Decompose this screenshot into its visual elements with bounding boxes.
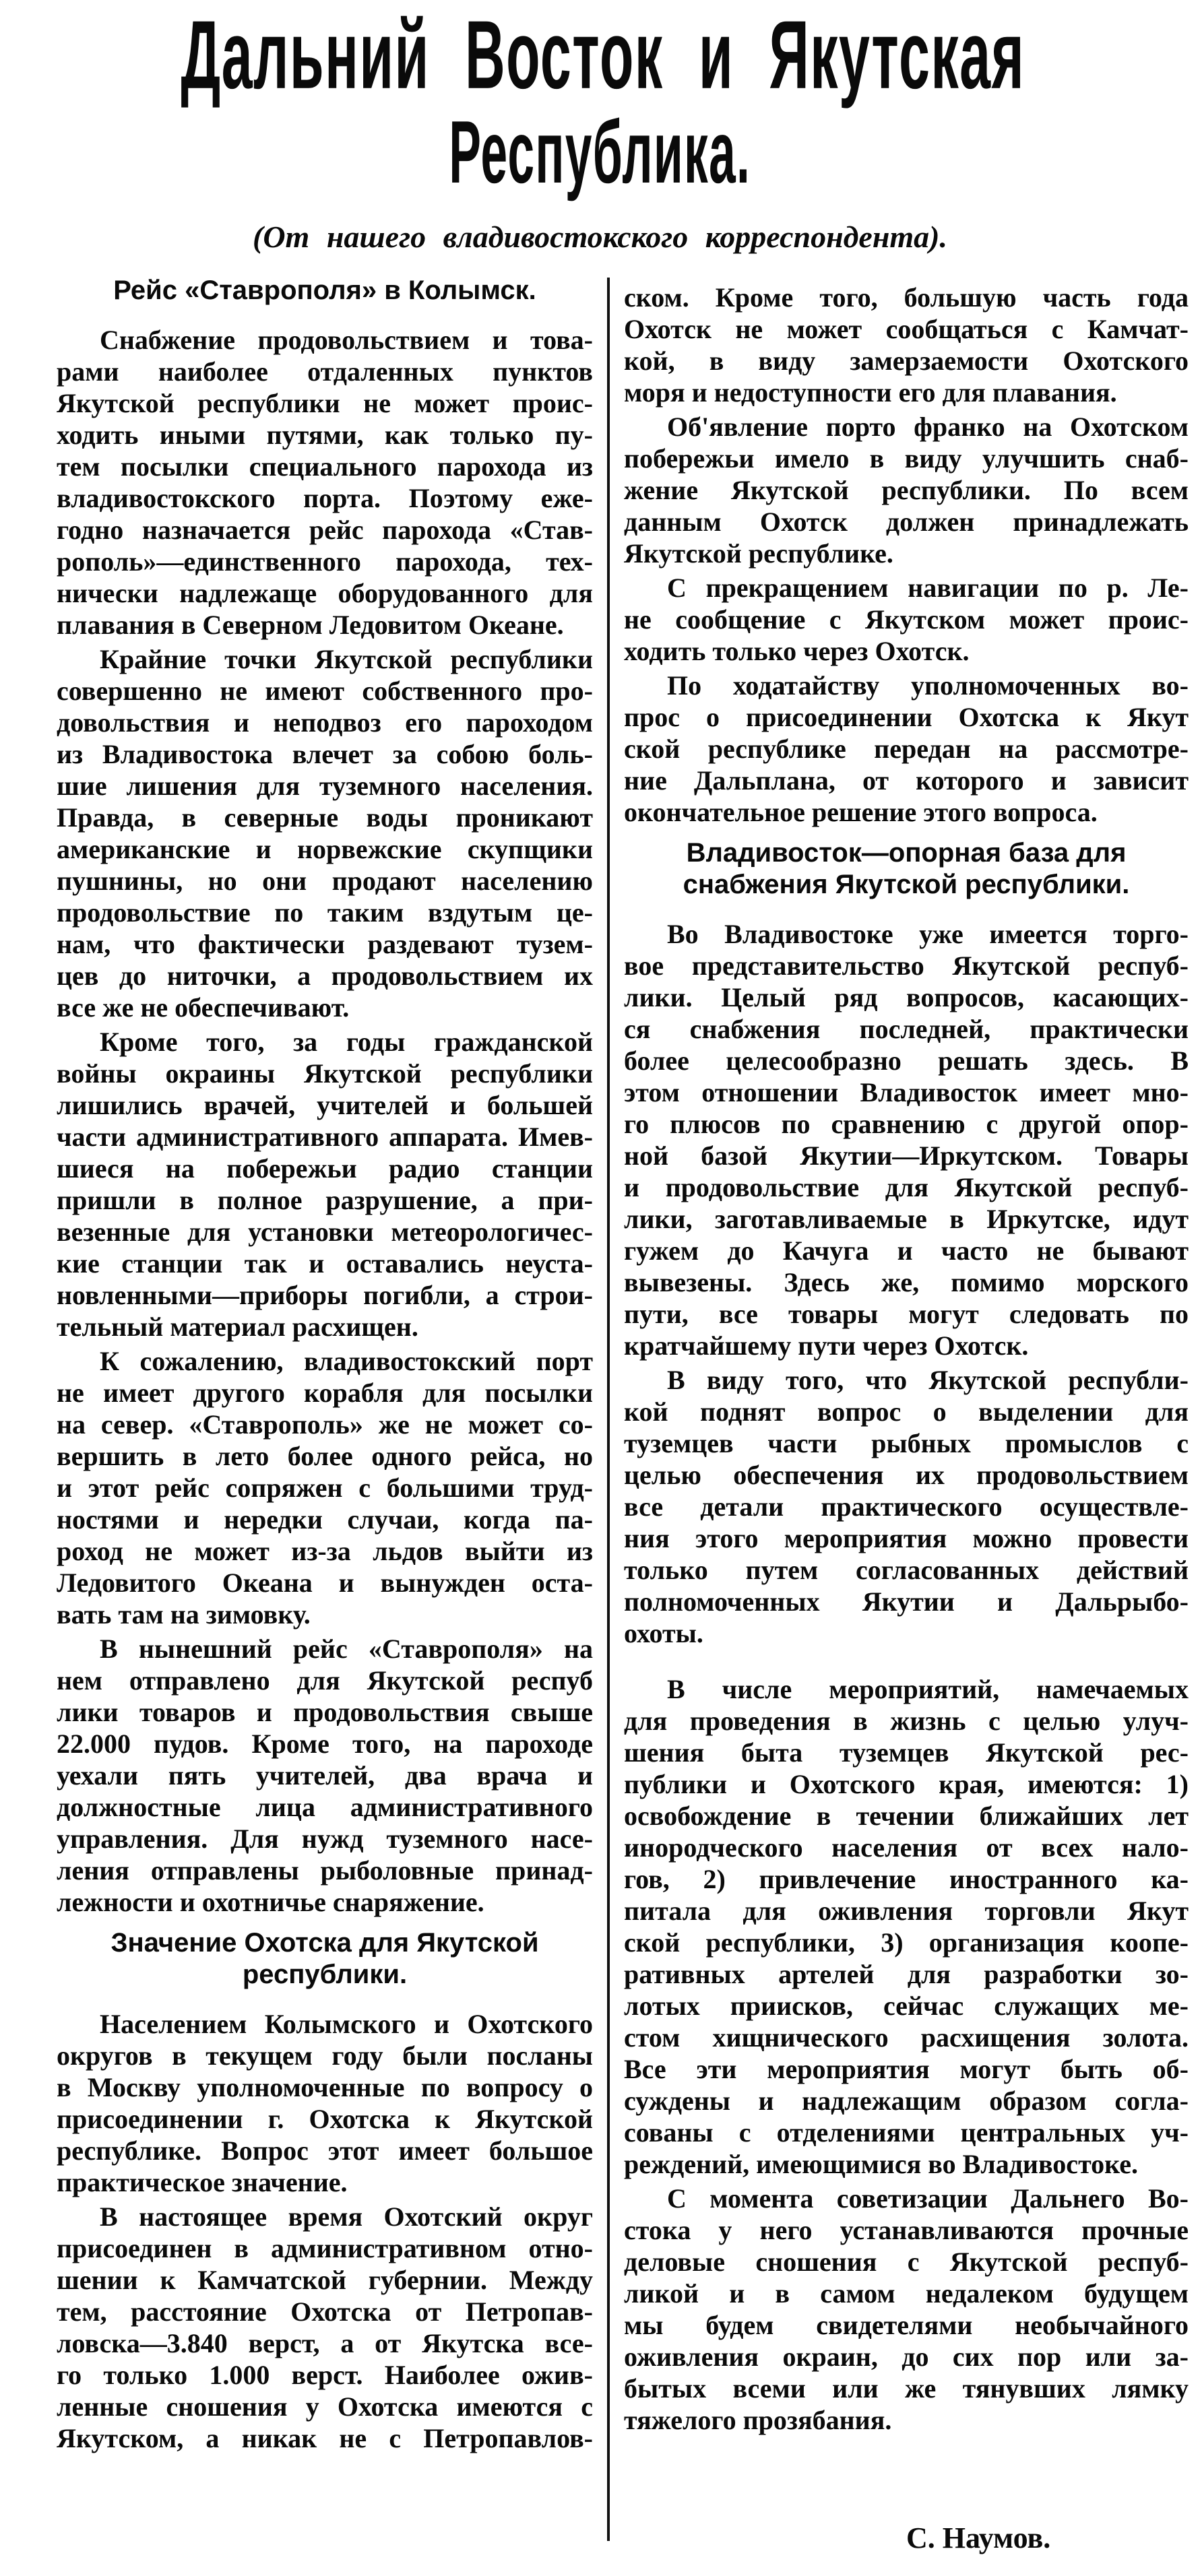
text-line: пришли в полное разрушение, а при- — [57, 1185, 593, 1215]
column-divider — [607, 278, 610, 2541]
text-line: совершенно не имеют собственного про- — [57, 676, 593, 706]
text-line: побережьи имело в виду улучшить снаб- — [624, 443, 1189, 474]
text-line: окончательное решение этого вопроса. — [624, 797, 1098, 827]
text-line: лики товаров и продовольствия свыше — [57, 1697, 593, 1727]
text-line: ловска—3.840 верст, а от Якутска все- — [57, 2328, 593, 2358]
left-column — [57, 275, 593, 2457]
text-line: присоединении г. Охотска к Якутской — [57, 2104, 593, 2134]
text-line: инородческого населения от всех нало- — [624, 1832, 1189, 1863]
text-line: кратчайшему пути через Охотск. — [624, 1330, 1029, 1361]
paragraph — [57, 1345, 593, 1630]
text-line: лики, заготавливаемые в Иркутске, идут — [624, 1204, 1189, 1234]
text-line: практическое значение. — [57, 2167, 348, 2197]
text-line: В числе мероприятий, намечаемых — [667, 1674, 1189, 1704]
text-line: вое представительство Якутской респуб- — [624, 951, 1189, 981]
text-line: кой, в виду замерзаемости Охотского — [624, 346, 1189, 376]
text-line: ходить иными путями, как только пу- — [57, 420, 593, 450]
text-line: ративных артелей для разработки зо- — [624, 1959, 1189, 1989]
text-line: гов, 2) привлечение иностранного ка- — [624, 1864, 1189, 1894]
text-line: уехали пять учителей, два врача и — [57, 1760, 593, 1791]
text-line: ние Дальплана, от которого и зависит — [624, 765, 1189, 796]
text-line: Охотск не может сообщаться с Камчат- — [624, 314, 1189, 344]
text-line: ленные сношения у Охотска имеются с — [57, 2391, 593, 2422]
text-line: стом хищнического расхищения золота. — [624, 2022, 1189, 2053]
text-line: пушнины, но они продают населению — [57, 866, 593, 896]
text-line: освобождение в течении ближайших лет — [624, 1801, 1189, 1831]
text-line: лики. Целый ряд вопросов, касающих- — [624, 982, 1189, 1012]
paragraph — [624, 2183, 1189, 2436]
article-title-line-1 — [0, 1, 1200, 110]
text-line: кой поднят вопрос о выделении для — [624, 1396, 1189, 1427]
text-line: роход не может из-за льдов выйти из — [57, 1536, 593, 1566]
text-line: довольствия и неподвоз его пароходом — [57, 707, 593, 738]
paragraph — [624, 1673, 1189, 2180]
article-title-line-2 — [0, 102, 1200, 202]
text-line: цев до ниточки, а продовольствием их — [57, 961, 593, 991]
text-line: все же не обеспечивают. — [57, 992, 350, 1023]
text-line: полномоченных Якутии и Дальрыбо- — [624, 1586, 1189, 1617]
text-line: Правда, в северные воды проникают — [57, 802, 593, 833]
text-line: шении к Камчатской губернии. Между — [57, 2265, 593, 2295]
text-line: публики и Охотского края, имеются: 1) — [624, 1769, 1189, 1799]
text-line: Во Владивостоке уже имеется торго- — [667, 919, 1189, 949]
text-line: В настоящее время Охотский округ — [100, 2201, 593, 2232]
heading-line: Владивосток—опорная база для — [686, 838, 1127, 868]
text-line: туземцев части рыбных промыслов с — [624, 1428, 1189, 1458]
text-line: ностями и нередки случаи, когда па- — [57, 1504, 593, 1535]
text-line: лотых приисков, сейчас служащих ме- — [624, 1991, 1189, 2021]
text-line: шения быта туземцев Якутской рес- — [624, 1737, 1189, 1768]
right-column — [624, 282, 1189, 2439]
text-line: республике. Вопрос этот имеет большое — [57, 2135, 593, 2166]
text-line: ления отправлены рыболовные принад- — [57, 1855, 593, 1886]
text-line: бытых всеми или же тянувших лямку — [624, 2373, 1189, 2404]
text-line: округов в текущем году были посланы — [57, 2040, 593, 2071]
text-line: ской республике передан на рассмотре- — [624, 734, 1189, 764]
text-line: для проведения в жизнь с целью улуч- — [624, 1706, 1189, 1736]
text-line: Якутской республике. — [624, 538, 893, 569]
text-line: только путем согласованных действий — [624, 1555, 1189, 1585]
author-signature: С. Наумов. — [906, 2521, 1051, 2554]
paragraph — [57, 643, 593, 1023]
paragraph — [57, 324, 593, 641]
text-line: шие лишения для туземного населения. — [57, 771, 593, 801]
text-line: вать там на зимовку. — [57, 1599, 311, 1630]
text-line: ходить только через Охотск. — [624, 636, 970, 666]
text-line: рополь»—единственного парохода, тех- — [57, 546, 593, 577]
text-line: сованы с отделениями центральных уч- — [624, 2117, 1189, 2148]
text-line: более целесообразно решать здесь. В — [624, 1045, 1189, 1076]
text-line: владивостокского порта. Поэтому еже- — [57, 483, 593, 513]
text-line: плавания в Северном Ледовитом Океане. — [57, 610, 564, 640]
text-line: ной базой Якутии—Иркутском. Товары — [624, 1140, 1189, 1171]
text-line: нически надлежаще оборудованного для — [57, 578, 593, 608]
paragraph — [57, 1633, 593, 1918]
text-line: в Москву уполномоченные по вопросу о — [57, 2072, 593, 2102]
text-line: кие станции так и оставались неуста- — [57, 1248, 593, 1279]
text-line: этом отношении Владивосток имеет мно- — [624, 1077, 1189, 1107]
text-line: ском. Кроме того, большую часть года — [624, 282, 1189, 313]
text-line: нем отправлено для Якутской респуб — [57, 1665, 593, 1696]
paragraph — [57, 1026, 593, 1343]
text-line: гужем до Качуга и часто не бывают — [624, 1235, 1189, 1266]
text-line: Якутском, а никак не с Петропавлов- — [57, 2423, 593, 2453]
paragraph — [57, 2201, 593, 2454]
text-line: реждений, имеющимися во Владивостоке. — [624, 2149, 1138, 2179]
paragraph — [624, 282, 1189, 408]
text-line: К сожалению, владивостокский порт — [100, 1346, 593, 1376]
text-line: управления. Для нужд туземного насе- — [57, 1824, 593, 1854]
text-line: нам, что фактически раздевают тузем- — [57, 929, 593, 959]
text-line: ликой и в самом недалеком будущем — [624, 2278, 1189, 2309]
text-line: го плюсов по сравнению с другой опор- — [624, 1109, 1189, 1139]
text-line: части административного аппарата. Имев- — [57, 1122, 593, 1152]
text-line: Населением Колымского и Охотского — [100, 2009, 593, 2039]
text-line: Крайние точки Якутской республики — [100, 644, 593, 674]
text-line: не сообщение с Якутском может проис- — [624, 604, 1189, 635]
section-heading — [57, 1927, 593, 1991]
heading-line: Рейс «Ставрополя» в Колымск. — [113, 276, 536, 305]
text-line: данным Охотск должен принадлежать — [624, 507, 1189, 537]
text-line: войны окраины Якутской республики — [57, 1058, 593, 1089]
text-line: С прекращением навигации по р. Ле- — [667, 573, 1189, 603]
text-line: оживления окраин, до сих пор или за- — [624, 2342, 1189, 2372]
text-line: 22.000 пудов. Кроме того, на пароходе — [57, 1729, 593, 1759]
paragraph — [624, 411, 1189, 569]
text-line: должностные лица административного — [57, 1792, 593, 1822]
heading-line: снабжения Якутской республики. — [683, 870, 1130, 899]
text-line: и этот рейс сопряжен с большими труд- — [57, 1473, 593, 1503]
text-line: из Владивостока влечет за собою боль- — [57, 739, 593, 769]
paragraph — [624, 572, 1189, 667]
text-line: ской республики, 3) организация коопе- — [624, 1927, 1189, 1958]
text-line: В нынешний рейс «Ставрополя» на — [100, 1634, 593, 1664]
text-line: С момента советизации Дальнего Во- — [667, 2183, 1189, 2214]
text-line: моря и недоступности его для плавания. — [624, 377, 1117, 408]
paragraph — [624, 918, 1189, 1361]
paragraph — [624, 670, 1189, 828]
text-line: Все эти мероприятия могут быть об- — [624, 2054, 1189, 2084]
text-line: Ледовитого Океана и вынужден оста- — [57, 1568, 593, 1598]
text-line: Якутской республики не может проис- — [57, 388, 593, 418]
text-line: целью обеспечения их продовольствием — [624, 1460, 1189, 1490]
text-line: В виду того, что Якутской республи- — [667, 1365, 1189, 1395]
text-line: прос о присоединении Охотска к Якут — [624, 702, 1189, 732]
text-line: продовольствие по таким вздутым це- — [57, 897, 593, 928]
text-line: го только 1.000 верст. Наиболее ожив- — [57, 2360, 593, 2390]
text-line: шиеся на побережьи радио станции — [57, 1153, 593, 1184]
heading-line: Значение Охотска для Якутской — [110, 1928, 539, 1958]
section-heading — [57, 275, 593, 307]
text-line: деловые сношения с Якутской респуб- — [624, 2247, 1189, 2277]
text-line: стока у него устанавливаются прочные — [624, 2215, 1189, 2245]
text-line: питала для оживления торговли Якут — [624, 1896, 1189, 1926]
text-line: ся снабжения последней, практически — [624, 1014, 1189, 1044]
text-line: новленными—приборы погибли, а строи- — [57, 1280, 593, 1310]
section-heading — [624, 837, 1189, 901]
text-line: и продовольствие для Якутской респуб- — [624, 1172, 1189, 1202]
text-line: Снабжение продовольствием и това- — [100, 325, 593, 355]
text-line: жение Якутской республики. По всем — [624, 475, 1189, 505]
text-line: тем, расстояние Охотска от Петропав- — [57, 2296, 593, 2327]
article-title-text: Республика. — [449, 102, 751, 202]
text-line: рами наиболее отдаленных пунктов — [57, 356, 593, 387]
text-line: мы будем свидетелями необычайного — [624, 2310, 1189, 2340]
byline: (От нашего владивостокского корреспондента). — [253, 220, 947, 254]
text-line: суждены и надлежащим образом согла- — [624, 2086, 1189, 2116]
text-line: Кроме того, за годы гражданской — [100, 1027, 593, 1057]
text-line: годно назначается рейс парохода «Став- — [57, 515, 593, 545]
text-line: лишились врачей, учителей и большей — [57, 1090, 593, 1120]
article-title-text: Дальний Восток и Якутская — [181, 1, 1025, 110]
text-line: тяжелого прозябания. — [624, 2405, 892, 2435]
text-line: пути, все товары могут следовать по — [624, 1299, 1189, 1329]
text-line: везенные для установки метеорологичес- — [57, 1217, 593, 1247]
heading-line: республики. — [242, 1960, 408, 1989]
text-line: не имеет другого корабля для посылки — [57, 1378, 593, 1408]
text-line: тельный материал расхищен. — [57, 1312, 418, 1342]
text-line: все детали практического осуществле- — [624, 1491, 1189, 1522]
paragraph — [57, 2008, 593, 2198]
text-line: охоты. — [624, 1618, 703, 1648]
text-line: По ходатайству уполномоченных во- — [667, 670, 1189, 701]
paragraph — [624, 1364, 1189, 1649]
text-line: вывезены. Здесь же, помимо морского — [624, 1267, 1189, 1297]
text-line: ния этого мероприятия можно провести — [624, 1523, 1189, 1553]
text-line: Об'явление порто франко на Охотском — [667, 412, 1189, 442]
text-line: присоединен в административном отно- — [57, 2233, 593, 2263]
text-line: лежности и охотничье снаряжение. — [57, 1887, 484, 1917]
text-line: американские и норвежские скупщики — [57, 834, 593, 864]
text-line: тем посылки специального парохода из — [57, 451, 593, 482]
text-line: вершить в лето более одного рейса, но — [57, 1441, 593, 1471]
text-line: на север. «Ставрополь» же не может со- — [57, 1409, 593, 1440]
